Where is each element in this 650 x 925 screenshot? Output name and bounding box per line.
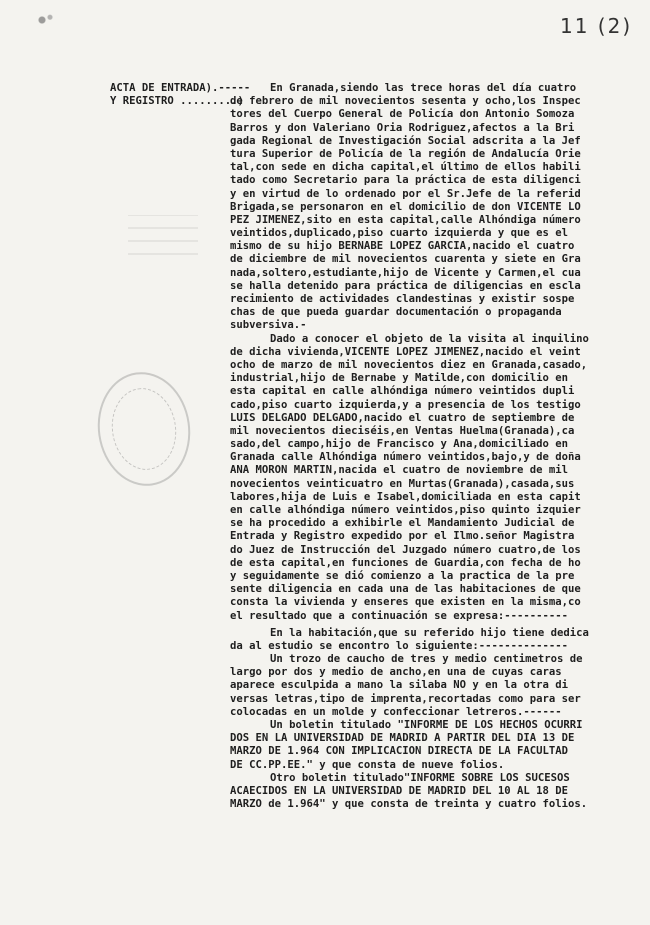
document-line: esta capital en calle alhóndiga número veintidos dupli <box>230 385 575 398</box>
document-line: MARZO de 1.964" y que consta de treinta y cuatro folios. <box>230 798 588 811</box>
document-line: el resultado que a continuación se expresa:---------- <box>230 609 569 622</box>
heading-line: Y REGISTRO .........) <box>110 95 244 108</box>
document-line: mismo de su hijo BERNABE LOPEZ GARCIA,nacido el cuatro <box>230 240 575 253</box>
faint-margin-text <box>128 215 198 255</box>
document-line: Un boletin titulado "INFORME DE LOS HECHOS OCURRI <box>270 719 583 731</box>
document-line: subversiva.- <box>230 319 307 332</box>
document-line: novecientos veinticuatro en Murtas(Granada),casada,sus <box>230 477 575 490</box>
document-line: gada Regional de Investigación Social adscrita a la Jef <box>230 134 581 147</box>
document-line: Brigada,se personaron en el domicilio de don VICENTE LO <box>230 200 581 213</box>
document-body <box>230 82 640 811</box>
document-line: largo por dos y medio de ancho,en una de cuyas caras <box>230 666 562 679</box>
document-line: y seguidamente se dió comienzo a la practica de la pre <box>230 569 575 582</box>
document-line: versas letras,tipo de imprenta,recortadas como para ser <box>230 692 581 705</box>
document-line: consta la vivienda y enseres que existen en la misma,co <box>230 596 581 609</box>
document-line: chas de que pueda guardar documentación o propaganda <box>230 306 562 319</box>
document-line: de esta capital,en funciones de Guardia,con fecha de ho <box>230 556 581 569</box>
document-line: MARZO DE 1.964 CON IMPLICACION DIRECTA DE LA FACULTAD <box>230 745 569 758</box>
document-line: LUIS DELGADO DELGADO,nacido el cuatro de septiembre de <box>230 411 575 424</box>
heading-line: ACTA DE ENTRADA).----- <box>110 82 251 94</box>
document-line: industrial,hijo de Bernabe y Matilde,con domicilio en <box>230 372 569 385</box>
document-line: Barros y don Valeriano Oria Rodriguez,afectos a la Bri <box>230 121 575 134</box>
document-line: veintidos,duplicado,piso cuarto izquierda y que es el <box>230 227 569 240</box>
document-line: DE CC.PP.EE." y que consta de nueve folios. <box>230 758 505 771</box>
document-line: Un trozo de caucho de tres y medio centimetros de <box>270 653 583 666</box>
document-line: sente diligencia en cada una de las habitaciones de que <box>230 583 581 596</box>
document-line: PEZ JIMENEZ,sito en esta capital,calle Alhóndiga número <box>230 213 581 226</box>
document-line: de dicha vivienda,VICENTE LOPEZ JIMENEZ,nacido el veint <box>230 345 581 358</box>
document-line: colocadas en un molde y confeccionar letreros.------ <box>230 705 562 718</box>
document-line: ACAECIDOS EN LA UNIVERSIDAD DE MADRID DEL 10 AL 18 DE <box>230 784 569 797</box>
document-line: do Juez de Instrucción del Juzgado número cuatro,de los <box>230 543 581 556</box>
document-line: En la habitación,que su referido hijo tiene dedica <box>270 626 589 639</box>
document-line: nada,soltero,estudiante,hijo de Vicente y Carmen,el cua <box>230 266 581 279</box>
document-line: se halla detenido para práctica de diligencias en escla <box>230 279 581 292</box>
document-line: Granada calle Alhóndiga número veintidos,bajo,y de doña <box>230 451 581 464</box>
document-line: recimiento de actividades clandestinas y existir sospe <box>230 293 575 305</box>
document-line: Dado a conocer el objeto de la visita al inquilino <box>270 332 589 345</box>
corner-ink-mark <box>26 6 66 34</box>
document-line: sado,del campo,hijo de Francisco y Ana,domiciliado en <box>230 438 569 451</box>
document-line: tores del Cuerpo General de Policía don Antonio Somoza <box>230 108 575 121</box>
document-line: labores,hija de Luis e Isabel,domiciliada en esta capit <box>230 490 581 503</box>
document-line: aparece esculpida a mano la silaba NO y en la otra di <box>230 679 569 692</box>
document-line: tado como Secretario para la práctica de esta diligenci <box>230 174 581 187</box>
document-line: tal,con sede en dicha capital,el último de ellos habili <box>230 161 581 174</box>
document-line: cado,piso cuarto izquierda,y a presencia de los testigo <box>230 398 581 411</box>
page-reference: 11 (2) <box>560 14 633 38</box>
document-line: da al estudio se encontro lo siguiente:-------------- <box>230 639 569 652</box>
document-line: de diciembre de mil novecientos cuarenta y siete en Gra <box>230 253 581 266</box>
document-line: DOS EN LA UNIVERSIDAD DE MADRID A PARTIR DEL DIA 13 DE <box>230 732 575 745</box>
document-line: tura Superior de Policía de la región de Andalucía Orie <box>230 147 581 160</box>
document-line: ANA MORON MARTIN,nacida el cuatro de noviembre de mil <box>230 464 569 477</box>
document-line: y en virtud de lo ordenado por el Sr.Jefe de la referid <box>230 187 581 200</box>
official-seal-stamp <box>91 366 198 492</box>
document-line: mil novecientos dieciséis,en Ventas Huelma(Granada),ca <box>230 424 575 437</box>
document-line: en calle alhóndiga número veintidos,piso quinto izquier <box>230 504 581 516</box>
document-line: En Granada,siendo las trece horas del día cuatro <box>270 82 577 94</box>
document-line: ocho de marzo de mil novecientos diez en Granada,casado, <box>230 358 588 371</box>
document-line: Otro boletin titulado"INFORME SOBRE LOS SUCESOS <box>270 771 570 784</box>
document-line: Entrada y Registro expedido por el Ilmo.señor Magistra <box>230 530 575 543</box>
document-line: de febrero de mil novecientos sesenta y ocho,los Inspec <box>230 95 581 108</box>
document-line: se ha procedido a exhibirle el Mandamiento Judicial de <box>230 517 575 530</box>
